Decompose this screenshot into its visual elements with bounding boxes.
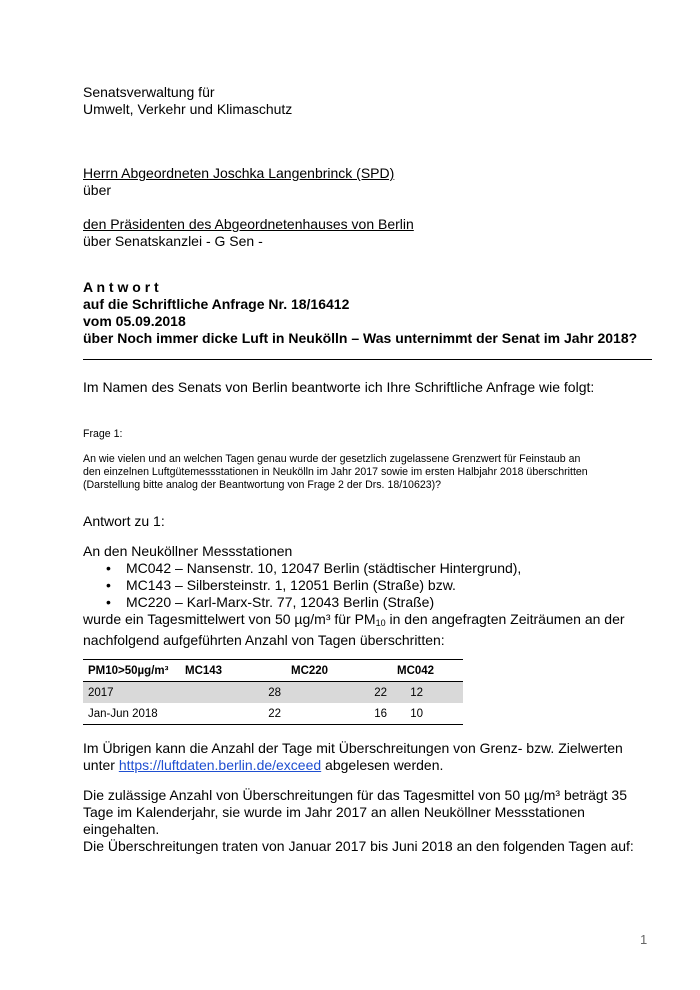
subject-heading: A n t w o r t — [83, 279, 159, 295]
answer-after-pre: wurde ein Tagesmittelwert von 50 µg/m³ für PM — [83, 611, 376, 627]
question-line-1: An wie vielen und an welchen Tagen genau wurde der gesetzlich zugelassene Grenzwert für Feinstaub an — [83, 453, 581, 465]
page-number: 1 — [640, 932, 648, 947]
answer-after-line-1 — [83, 611, 625, 632]
subject-block — [83, 279, 637, 347]
question-line-2: den einzelnen Luftgütemessstationen in Neukölln im Jahr 2017 sowie im ersten Halbjahr 2018 überschritten — [83, 466, 588, 478]
question-label: Frage 1: — [83, 428, 123, 440]
table-cell: 2017 — [83, 682, 180, 704]
exceedance-table — [83, 659, 463, 725]
subject-line-3: über Noch immer dicke Luft in Neukölln – Was unternimmt der Senat im Jahr 2018? — [83, 330, 638, 346]
table-row — [83, 682, 463, 704]
subject-line-2: vom 05.09.2018 — [83, 313, 186, 329]
table-header: MC220 — [286, 660, 392, 682]
sender-line-1: Senatsverwaltung für — [83, 84, 215, 100]
station-item — [83, 560, 625, 577]
p1-post: abgelesen werden. — [321, 757, 444, 773]
p1-pre: unter — [83, 757, 119, 773]
table-cell: 16 — [286, 703, 392, 725]
intro-text: Im Namen des Senats von Berlin beantworte ich Ihre Schriftliche Anfrage wie folgt: — [83, 379, 595, 395]
answer-block — [83, 543, 625, 649]
answer-label: Antwort zu 1: — [83, 513, 165, 529]
question-line-3: (Darstellung bitte analog der Beantwortung von Frage 2 der Drs. 18/10623)? — [83, 479, 442, 491]
table-cell: Jan-Jun 2018 — [83, 703, 180, 725]
table-cell: 22 — [286, 682, 392, 704]
table-cell: 12 — [392, 682, 463, 704]
sender-line-2: Umwelt, Verkehr und Klimaschutz — [83, 101, 293, 117]
luftdaten-link[interactable]: https://luftdaten.berlin.de/exceed — [118, 757, 322, 773]
table-cell: 22 — [180, 703, 286, 725]
table-row — [83, 703, 463, 725]
p2-line-2: Tage im Kalenderjahr, sie wurde im Jahr 2017 an allen Neuköllner Messstationen — [83, 804, 585, 820]
p2-line-4: Die Überschreitungen traten von Januar 2017 bis Juni 2018 an den folgenden Tagen auf: — [83, 838, 634, 854]
pm-subscript: 10 — [375, 618, 386, 628]
station-item — [83, 577, 625, 594]
table-header-row — [83, 660, 463, 682]
p2-line-3: eingehalten. — [83, 821, 160, 837]
station-mc143: MC143 – Silbersteinstr. 1, 12051 Berlin (Straße) bzw. — [126, 577, 456, 593]
recipient-block — [83, 165, 414, 250]
divider-line — [83, 359, 652, 360]
p1-line-2 — [83, 757, 623, 774]
table-header: PM10>50µg/m³ — [83, 660, 180, 682]
station-mc220: MC220 – Karl-Marx-Str. 77, 12043 Berlin (Straße) — [126, 594, 435, 610]
table-header: MC143 — [180, 660, 286, 682]
paragraph-exceedances — [83, 787, 634, 855]
station-item — [83, 594, 625, 611]
question-text — [83, 453, 588, 492]
sender-block — [83, 84, 292, 118]
recipient-name: Herrn Abgeordneten Joschka Langenbrinck (SPD) — [83, 165, 395, 181]
stations-intro: An den Neuköllner Messstationen — [83, 543, 293, 559]
recipient-via-1: über — [83, 182, 112, 198]
p1-line-1: Im Übrigen kann die Anzahl der Tage mit Überschreitungen von Grenz- bzw. Zielwerten — [83, 740, 623, 756]
answer-after-post: in den angefragten Zeiträumen an der — [385, 611, 625, 627]
table-cell: 28 — [180, 682, 286, 704]
station-mc042: MC042 – Nansenstr. 10, 12047 Berlin (städtischer Hintergrund), — [126, 560, 522, 576]
table-cell: 10 — [392, 703, 463, 725]
paragraph-luftdaten — [83, 740, 623, 774]
p2-line-1: Die zulässige Anzahl von Überschreitungen für das Tagesmittel von 50 µg/m³ beträgt 35 — [83, 787, 627, 803]
answer-after-line-2: nachfolgend aufgeführten Anzahl von Tagen überschritten: — [83, 632, 445, 648]
recipient-via-2: über Senatskanzlei - G Sen - — [83, 233, 263, 249]
recipient-president: den Präsidenten des Abgeordnetenhauses von Berlin — [83, 216, 414, 232]
subject-line-1: auf die Schriftliche Anfrage Nr. 18/16412 — [83, 296, 350, 312]
table-header: MC042 — [392, 660, 463, 682]
